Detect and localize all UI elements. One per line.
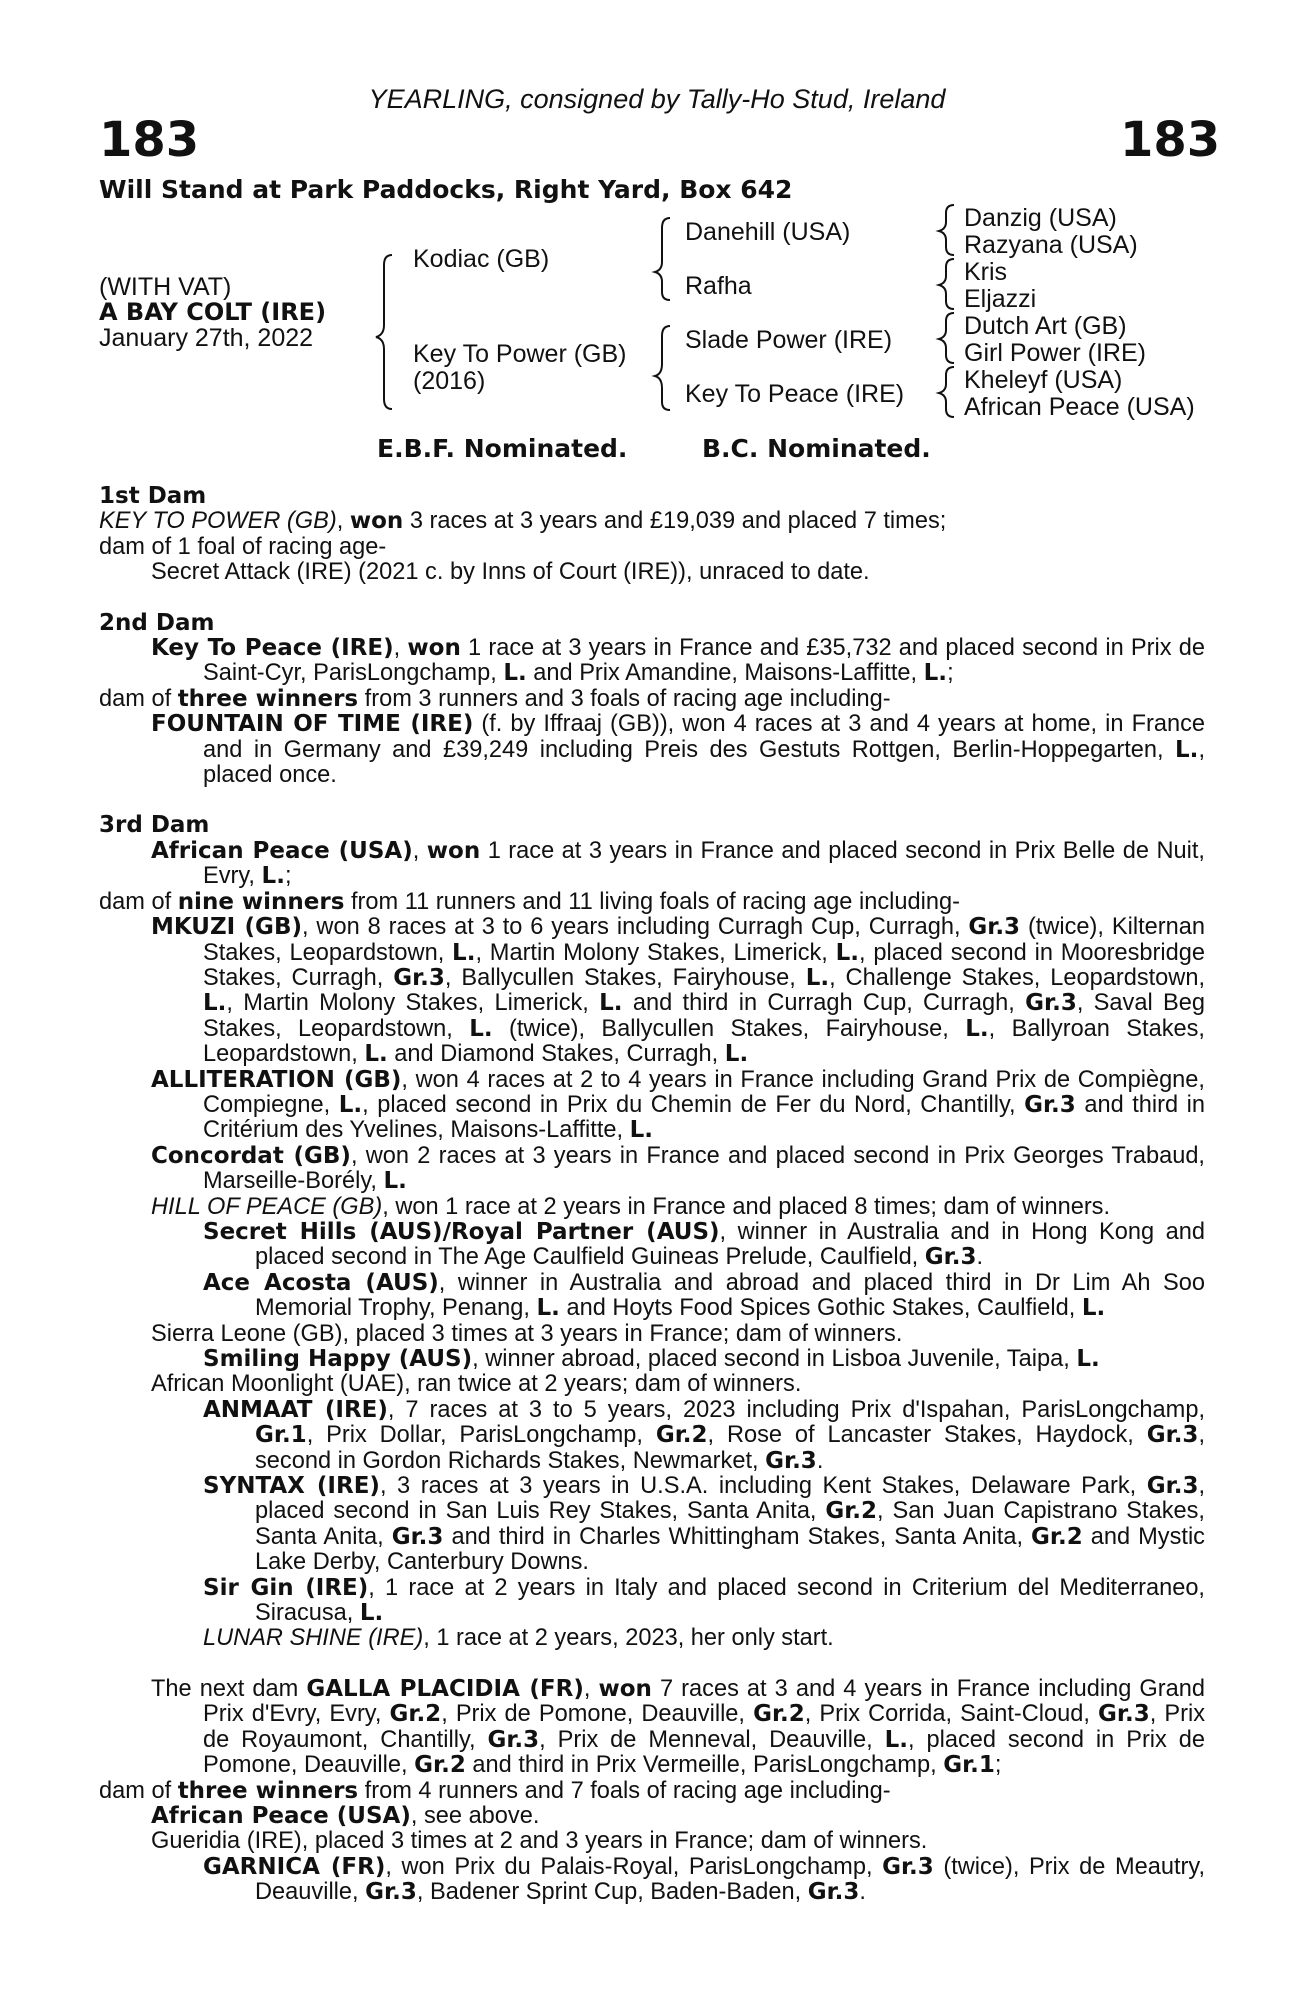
next-dam-won: won xyxy=(598,1675,652,1702)
progeny-alliteration: ALLITERATION (GB), won 4 races at 2 to 4 years in France including Grand Prix de Compiègne, Compiegne, L., placed second in Prix du Chemin de Fer du Nord, Chantilly, Gr.3 and third in Critérium des Yvelines, Maisons-Laffitte, L. xyxy=(151,1066,1206,1144)
progeny-anmaat-name: ANMAAT (IRE) xyxy=(203,1396,388,1423)
progeny-gueridia: Gueridia (IRE), placed 3 times at 2 and 3 years in France; dam of winners. xyxy=(151,1828,928,1855)
dam3-dam-of: dam of xyxy=(99,888,178,915)
progeny-ace-acosta-record: , winner in Australia and abroad and placed third in Dr Lim Ah Soo Memorial Trophy, Penang, xyxy=(255,1269,1205,1322)
progeny-concordat: Concordat (GB), won 2 races at 3 years in France and placed second in Prix Georges Trabaud, Marseille-Borély, L. xyxy=(151,1142,1205,1195)
progeny-secret-hills-name: Secret Hills (AUS)/Royal Partner (AUS) xyxy=(203,1218,720,1245)
pedigree-sire-dam: Rafha xyxy=(685,272,752,300)
pedigree-dam-dam: Key To Peace (IRE) xyxy=(685,380,905,408)
dam2-winners: three winners xyxy=(177,685,359,712)
next-dam-record: The next dam GALLA PLACIDIA (FR), won 7 races at 3 and 4 years in France including Grand Prix d'Evry, Evry, Gr.2, Prix de Pomone, Deauville, Gr.2, Prix Corrida, Saint-Cloud, Gr.3, Prix de Royaumont, Chantilly, Gr.3, Prix de Menneval, Deauville, L., placed second in Prix de Pomone, Deauville, Gr.2 and third in Prix Vermeille, ParisLongchamp, Gr.1; xyxy=(151,1675,1206,1779)
listed-mark: L. xyxy=(1175,736,1199,763)
dam1-heading: 1st Dam xyxy=(99,483,207,509)
horse-dob: January 27th, 2022 xyxy=(99,324,314,352)
dam1-name: KEY TO POWER (GB) xyxy=(99,508,337,535)
progeny-concordat-name: Concordat (GB) xyxy=(151,1142,351,1169)
pedigree-dam-sire: Slade Power (IRE) xyxy=(685,326,893,354)
listed-mark: L. xyxy=(503,660,527,687)
progeny-lunar-shine-record: , 1 race at 2 years, 2023, her only start. xyxy=(423,1625,834,1652)
dam1-foals: dam of 1 foal of racing age- xyxy=(99,533,387,560)
pedigree-dds: Kheleyf (USA) xyxy=(964,366,1123,394)
progeny-hill-of-peace xyxy=(151,1195,1205,1220)
pedigree-dam: Key To Power (GB) xyxy=(413,340,627,368)
next-dam-intro: The next dam xyxy=(151,1675,307,1702)
dam2-name: Key To Peace (IRE) xyxy=(151,635,394,662)
dam2-record-3: ; xyxy=(947,660,954,687)
lot-number-left: 183 xyxy=(99,112,200,168)
progeny-ace-acosta-name: Ace Acosta (AUS) xyxy=(203,1269,439,1296)
pedigree-sire: Kodiac (GB) xyxy=(413,245,550,273)
pedigree-dss: Dutch Art (GB) xyxy=(964,312,1127,340)
bc-nominated: B.C. Nominated. xyxy=(702,434,931,463)
progeny-african-peace xyxy=(151,1804,1205,1829)
pedigree-dam-year: (2016) xyxy=(413,367,486,395)
progeny-sir-gin-name: Sir Gin (IRE) xyxy=(203,1574,369,1601)
dam2-heading: 2nd Dam xyxy=(99,609,215,636)
consignor-line: YEARLING, consigned by Tally-Ho Stud, Ireland xyxy=(368,84,946,114)
dam2-runners: from 3 runners and 3 foals of racing age including- xyxy=(358,685,891,712)
dam1-progeny: Secret Attack (IRE) (2021 c. by Inns of Court (IRE)), unraced to date. xyxy=(151,559,870,586)
pedigree-ssd: Razyana (USA) xyxy=(964,231,1138,259)
stand-location: Will Stand at Park Paddocks, Right Yard, Box 642 xyxy=(99,175,793,204)
progeny-mkuzi-record: , won 8 races at 3 to 6 years including Curragh Cup, Curragh, xyxy=(301,914,969,941)
progeny-smiling-happy-record: , winner abroad, placed second in Lisboa Juvenile, Taipa, xyxy=(472,1346,1077,1372)
vat-label: (WITH VAT) xyxy=(99,273,232,301)
progeny-mkuzi-name: MKUZI (GB) xyxy=(151,914,302,941)
pedigree-sss: Danzig (USA) xyxy=(964,204,1117,232)
progeny-hill-record: , won 1 race at 2 years in France and placed 8 times; dam of winners. xyxy=(382,1193,1111,1220)
progeny-secret-hills: Secret Hills (AUS)/Royal Partner (AUS), winner in Australia and in Hong Kong and placed second in The Age Caulfield Guineas Prelude, Caulfield, Gr.3. xyxy=(203,1218,1205,1271)
dam1-record: 3 races at 3 years and £19,039 and placed 7 times; xyxy=(403,508,947,535)
pedigree-sdd: Eljazzi xyxy=(964,285,1037,313)
dam3-heading: 3rd Dam xyxy=(99,812,210,839)
catalogue-body: 1st Dam KEY TO POWER (GB), won 3 races at 3 years and £19,039 and placed 7 times; dam of 1 foal of racing age- Secret Attack (IRE) (2021 c. by Inns of Court (IRE)), unraced to date. 2nd Dam Key To Peace (IRE), won 1 race at 3 years in France and £35,732 and placed second in Prix de Saint-Cyr, ParisLongchamp, L. and Prix Amandine, Maisons-Laffitte, L.; dam of three winners from 3 runners and 3 foals of racing age including- FOUNTAIN OF TIME (IRE) (f. by Iffraaj (GB)), won 4 races at 3 and 4 years at home, in France and in Germany and £39,249 including Preis des Gestuts Rottgen, Berlin-Hoppegarten, L., placed once. 3rd Dam African Peace (USA), won 1 race at 3 years in France and placed second in Prix Belle de Nuit, Evry, L.; dam of nine winners from 11 runners and 11 living foals of racing age including- MKUZI (GB), won 8 races at 3 to 6 years including Curragh Cup, Curragh, Gr.3 (twice), Kilternan Stakes, Leopardstown, L., Martin Molony Stakes, Limerick, L., placed second in Mooresbridge Stakes, Curragh, Gr.3, Ballycullen Stakes, Fairyhouse, L., Challenge Stakes, Leopardstown, L., Martin Molony Stakes, Limerick, L. and third in Curragh Cup, Curragh, Gr.3, Saval Beg Stakes, Leopardstown, L. (twice), Ballycullen Stakes, Fairyhouse, L., Ballyroan Stakes, Leopardstown, L. and Diamond Stakes, Curragh, L. ALLITERATION (GB), won 4 races at 2 to 4 years in France including Grand Prix de Compiègne, Compiegne, L., placed second in Prix du Chemin de Fer du Nord, Chantilly, Gr.3 and third in Critérium des Yvelines, Maisons-Laffitte, L. Concordat (GB), won 2 races at 3 years in France and placed second in Prix Georges Trabaud, Marseille-Borély, L. HILL OF PEACE (GB), won 1 race at 2 years in France and placed 8 times; dam of winners. Secret Hills (AUS)/Royal Partner (AUS), winner in Australia and in Hong Kong and placed second in The Age Caulfield Guineas Prelude, Caulfield, Gr.3. Ace Acosta (AUS), winner in Australia and abroad and placed third in Dr Lim Ah Soo Memorial Trophy, Penang, L. and Hoyts Food Spices Gothic Stakes, Caulfield, L. Sierra Leone (GB), placed 3 times at 3 years in France; dam of winners. Smiling Happy (AUS), winner abroad, placed second in Lisboa Juvenile, Taipa, L. African Moonlight (UAE), ran twice at 2 years; dam of winners. ANMAAT (IRE), 7 races at 3 to 5 years, 2023 including Prix d'Ispahan, ParisLongchamp, Gr.1, Prix Dollar, ParisLongchamp, Gr.2, Rose of Lancaster Stakes, Haydock, Gr.3, second in Gordon Richards Stakes, Newmarket, Gr.3. SYNTAX (IRE), 3 races at 3 years in U.S.A. including Kent Stakes, Delaware Park, Gr.3, placed second in San Luis Rey Stakes, Santa Anita, Gr.2, San Juan Capistrano Stakes, Santa Anita, Gr.3 and third in Charles Whittingham Stakes, Santa Anita, Gr.2 and Mystic Lake Derby, Canterbury Downs. Sir Gin (IRE), 1 race at 2 years in Italy and placed second in Criterium del Mediterraneo, Siracusa, L. LUNAR SHINE (IRE), 1 race at 2 years, 2023, her only start. The next dam GALLA PLACIDIA (FR), won 7 races at 3 and 4 years in France including Grand Prix d'Evry, Evry, Gr.2, Prix de Pomone, Deauville, Gr.2, Prix Corrida, Saint-Cloud, Gr.3, Prix de Royaumont, Chantilly, Gr.3, Prix de Menneval, Deauville, L., placed second in Prix de Pomone, Deauville, Gr.2 and third in Prix Vermeille, ParisLongchamp, Gr.1; dam of three winners from 4 runners and 7 foals of racing age including- African Peace (USA), see above. Gueridia (IRE), placed 3 times at 2 and 3 years in France; dam of winners. GARNICA (FR), won Prix du Palais-Royal, ParisLongchamp, Gr.3 (twice), Prix de Meautry, Deauville, Gr.3, Badener Sprint Cup, Baden-Baden, Gr.3. xyxy=(99,483,1206,1906)
progeny-secret-hills-record: , winner in Australia and in Hong Kong and placed second in The Age Caulfield Guineas Prelude, Caulfield, xyxy=(255,1218,1205,1271)
next-dam-winners: three winners xyxy=(177,1777,359,1804)
progeny-african-moonlight: African Moonlight (UAE), ran twice at 2 years; dam of winners. xyxy=(151,1371,802,1398)
next-dam-name: GALLA PLACIDIA (FR) xyxy=(306,1675,584,1702)
next-dam-dam-of: dam of xyxy=(99,1777,178,1804)
progeny-sir-gin: Sir Gin (IRE), 1 race at 2 years in Italy and placed second in Criterium del Mediterraneo, Siracusa, L. xyxy=(203,1574,1205,1627)
pedigree-sire-sire: Danehill (USA) xyxy=(685,218,851,246)
progeny-mkuzi: MKUZI (GB), won 8 races at 3 to 6 years including Curragh Cup, Curragh, Gr.3 (twice), Kilternan Stakes, Leopardstown, L., Martin Molony Stakes, Limerick, L., placed second in Mooresbridge Stakes, Curragh, Gr.3, Ballycullen Stakes, Fairyhouse, L., Challenge Stakes, Leopardstown, L., Martin Molony Stakes, Limerick, L. and third in Curragh Cup, Curragh, Gr.3, Saval Beg Stakes, Leopardstown, L. (twice), Ballycullen Stakes, Fairyhouse, L., Ballyroan Stakes, Leopardstown, L. and Diamond Stakes, Curragh, L. xyxy=(151,914,1206,1068)
progeny-ace-acosta-record-2: and Hoyts Food Spices Gothic Stakes, Caulfield, xyxy=(559,1295,1082,1322)
next-dam-runners: from 4 runners and 7 foals of racing age including- xyxy=(358,1777,891,1804)
pedigree-dsd: Girl Power (IRE) xyxy=(964,339,1146,367)
progeny-fountain-record: (f. by Iffraaj (GB)), won 4 races at 3 and 4 years at home, in France and in Germany and £39,249 including Preis des Gestuts Rottgen, Berlin-Hoppegarten, xyxy=(203,711,1206,763)
dam3-won: won xyxy=(426,837,481,864)
progeny-garnica-name: GARNICA (FR) xyxy=(203,1853,386,1880)
dam3-winners: nine winners xyxy=(177,888,345,915)
progeny-sir-gin-record: , 1 race at 2 years in Italy and placed second in Criterium del Mediterraneo, Siracusa, xyxy=(255,1574,1205,1627)
progeny-african-peace-name: African Peace (USA) xyxy=(151,1802,411,1829)
progeny-sierra-leone: Sierra Leone (GB), placed 3 times at 3 years in France; dam of winners. xyxy=(151,1320,903,1347)
dam2-won: won xyxy=(407,635,461,662)
listed-mark: L. xyxy=(261,863,285,890)
progeny-fountain-of-time: FOUNTAIN OF TIME (IRE) xyxy=(151,711,474,738)
progeny-lunar-shine-name: LUNAR SHINE (IRE) xyxy=(203,1625,424,1652)
dam1-won: won xyxy=(349,508,404,535)
dam3-name: African Peace (USA) xyxy=(151,837,413,864)
progeny-garnica: GARNICA (FR), won Prix du Palais-Royal, ParisLongchamp, Gr.3 (twice), Prix de Meautry, Deauville, Gr.3, Badener Sprint Cup, Baden-Baden, Gr.3. xyxy=(203,1853,1205,1906)
horse-name: A BAY COLT (IRE) xyxy=(99,298,327,326)
progeny-alliteration-name: ALLITERATION (GB) xyxy=(151,1066,402,1093)
progeny-fountain-record-2: , placed once. xyxy=(203,736,1205,789)
progeny-ace-acosta: Ace Acosta (AUS), winner in Australia and abroad and placed third in Dr Lim Ah Soo Memorial Trophy, Penang, L. and Hoyts Food Spices Gothic Stakes, Caulfield, L. xyxy=(203,1269,1205,1322)
dam3-record-2: ; xyxy=(284,863,292,890)
progeny-smiling-happy: Smiling Happy (AUS), winner abroad, placed second in Lisboa Juvenile, Taipa, L. xyxy=(203,1346,1100,1372)
dam2-record-2: and Prix Amandine, Maisons-Laffitte, xyxy=(526,660,924,687)
dam2-dam-of: dam of xyxy=(99,685,178,712)
progeny-syntax-name: SYNTAX (IRE) xyxy=(203,1473,380,1500)
dam3-record-1: 1 race at 3 years in France and placed second in Prix Belle de Nuit, Evry, xyxy=(203,837,1205,890)
progeny-hill-name: HILL OF PEACE (GB) xyxy=(151,1193,383,1220)
progeny-african-peace-record: , see above. xyxy=(410,1802,540,1829)
pedigree-ddd: African Peace (USA) xyxy=(964,393,1195,421)
progeny-syntax: SYNTAX (IRE), 3 races at 3 years in U.S.A. including Kent Stakes, Delaware Park, Gr.3, placed second in San Luis Rey Stakes, Santa Anita, Gr.2, San Juan Capistrano Stakes, Santa Anita, Gr.3 and third in Charles Whittingham Stakes, Santa Anita, Gr.2 and Mystic Lake Derby, Canterbury Downs. xyxy=(203,1473,1206,1576)
listed-mark: L. xyxy=(923,660,948,687)
progeny-smiling-happy-name: Smiling Happy (AUS) xyxy=(203,1346,473,1372)
dam3-runners: from 11 runners and 11 living foals of racing age including- xyxy=(344,888,960,915)
lot-number-right: 183 xyxy=(1120,112,1221,168)
ebf-nominated: E.B.F. Nominated. xyxy=(377,434,628,463)
pedigree-sds: Kris xyxy=(964,258,1008,286)
progeny-anmaat: ANMAAT (IRE), 7 races at 3 to 5 years, 2023 including Prix d'Ispahan, ParisLongchamp, Gr.1, Prix Dollar, ParisLongchamp, Gr.2, Rose of Lancaster Stakes, Haydock, Gr.3, second in Gordon Richards Stakes, Newmarket, Gr.3. xyxy=(203,1396,1205,1474)
progeny-lunar-shine xyxy=(203,1626,1205,1651)
dam2-record-1: 1 race at 3 years in France and £35,732 and placed second in Prix de Saint-Cyr, ParisLongchamp, xyxy=(203,635,1205,687)
